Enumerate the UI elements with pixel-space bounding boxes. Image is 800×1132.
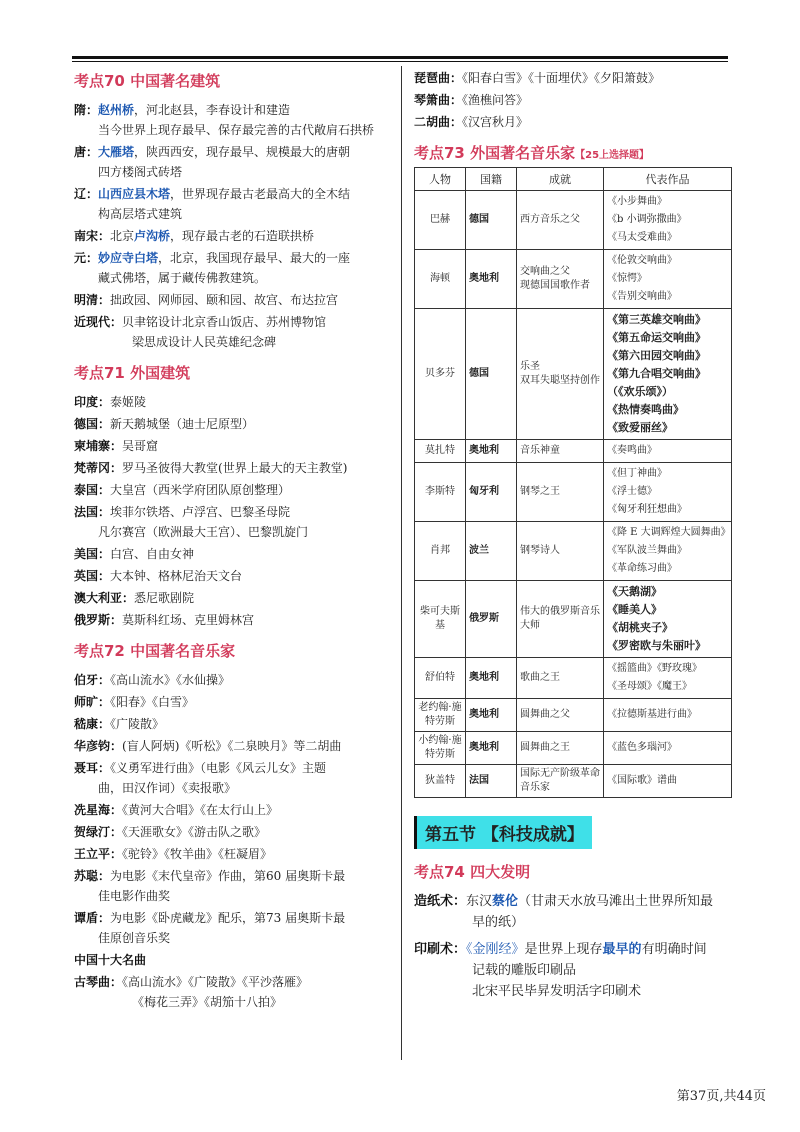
table-row bbox=[415, 658, 732, 699]
list-item: 琴箫曲：《渔樵问答》 bbox=[414, 93, 529, 107]
cell-country: 法国 bbox=[466, 765, 517, 798]
table-row bbox=[415, 250, 732, 309]
cell-achievement: 圆舞曲之王 bbox=[517, 732, 604, 765]
work-title: 《马太受难曲》 bbox=[607, 232, 677, 243]
cell-achievement: 钢琴诗人 bbox=[517, 522, 604, 581]
work-title: 《致爱丽丝》 bbox=[607, 421, 673, 434]
cell-name: 柴可夫斯基 bbox=[415, 581, 466, 658]
cell-name: 巴赫 bbox=[415, 191, 466, 250]
section-71-list bbox=[74, 392, 392, 630]
work-title: 《革命练习曲》 bbox=[607, 563, 677, 574]
cell-achievement: 歌曲之王 bbox=[517, 658, 604, 699]
cell-country: 波兰 bbox=[466, 522, 517, 581]
list-item: 造纸术：东汉蔡伦（甘肃天水放马滩出土世界所知最 早的纸） bbox=[414, 894, 714, 930]
table-row bbox=[415, 463, 732, 522]
list-item: 明清：拙政园、网师园、颐和园、故宫、布达拉宫 bbox=[74, 293, 339, 307]
list-item: 贺绿汀：《天涯歌女》《游击队之歌》 bbox=[74, 825, 267, 839]
table-row bbox=[415, 440, 732, 463]
section-70-list bbox=[74, 100, 392, 352]
table-row bbox=[415, 765, 732, 798]
work-title: 《胡桃夹子》 bbox=[607, 621, 673, 634]
cell-works bbox=[604, 522, 732, 581]
section-72-list bbox=[74, 670, 392, 1012]
col-header: 人物 bbox=[415, 168, 466, 191]
work-title: 《第五命运交响曲》 bbox=[607, 331, 706, 344]
section-70-title: 考点70 中国著名建筑 bbox=[74, 72, 221, 90]
cell-name: 莫扎特 bbox=[415, 440, 466, 463]
header-rule-thin bbox=[72, 61, 728, 62]
work-title: 《小步舞曲》 bbox=[607, 196, 667, 207]
cell-name: 海顿 bbox=[415, 250, 466, 309]
work-title: 《奏鸣曲》 bbox=[607, 445, 657, 456]
cell-works bbox=[604, 658, 732, 699]
list-item: 德国：新天鹅城堡（迪士尼原型） bbox=[74, 417, 255, 431]
cell-country: 奥地利 bbox=[466, 732, 517, 765]
cell-name: 舒伯特 bbox=[415, 658, 466, 699]
work-title: 《第六田园交响曲》 bbox=[607, 349, 706, 362]
work-title: 《浮士德》 bbox=[607, 486, 657, 497]
cell-works bbox=[604, 765, 732, 798]
list-item: 苏聪：为电影《末代皇帝》作曲，第60 届奥斯卡最 佳电影作曲奖 bbox=[74, 869, 346, 903]
list-item: 冼星海：《黄河大合唱》《在太行山上》 bbox=[74, 803, 279, 817]
work-title: 《匈牙利狂想曲》 bbox=[607, 504, 687, 515]
list-item: 聂耳：《义勇军进行曲》（电影《风云儿女》主题 曲，田汉作词）《卖报歌》 bbox=[74, 761, 327, 795]
section-71-title: 考点71 外国建筑 bbox=[74, 364, 191, 382]
section-5-banner: 第五节 【科技成就】 bbox=[414, 816, 592, 849]
list-item: 美国：白宫、自由女神 bbox=[74, 547, 195, 561]
work-title: 《国际歌》谱曲 bbox=[607, 775, 677, 786]
cell-works bbox=[604, 699, 732, 732]
list-item: 法国：埃菲尔铁塔、卢浮宫、巴黎圣母院 凡尔赛宫（欧洲最大王宫）、巴黎凯旋门 bbox=[74, 505, 309, 539]
list-item: 泰国：大皇宫（西米学府团队原创整理） bbox=[74, 483, 291, 497]
cell-name: 肖邦 bbox=[415, 522, 466, 581]
cell-country: 德国 bbox=[466, 191, 517, 250]
right-column bbox=[414, 68, 732, 1004]
table-row bbox=[415, 732, 732, 765]
list-item: 印度：泰姬陵 bbox=[74, 395, 147, 409]
cell-achievement: 圆舞曲之父 bbox=[517, 699, 604, 732]
work-title: 《热情奏鸣曲》 bbox=[607, 403, 684, 416]
section-73-title: 考点73 外国著名音乐家【25上选择题】 bbox=[414, 144, 650, 162]
work-title: 《告别交响曲》 bbox=[607, 291, 677, 302]
list-item: 隋：赵州桥，河北赵县，李春设计和建造 当今世界上现存最早、保存最完善的古代敞肩石拱桥 bbox=[74, 103, 375, 137]
table-row bbox=[415, 699, 732, 732]
table-row bbox=[415, 309, 732, 440]
cell-works bbox=[604, 732, 732, 765]
list-item: 澳大利亚：悉尼歌剧院 bbox=[74, 591, 195, 605]
list-item: 师旷：《阳春》《白雪》 bbox=[74, 695, 195, 709]
cell-name: 老约翰·施特劳斯 bbox=[415, 699, 466, 732]
list-item: 琵琶曲：《阳春白雪》《十面埋伏》《夕阳箫鼓》 bbox=[414, 71, 661, 85]
cell-country: 奥地利 bbox=[466, 699, 517, 732]
work-title: 《但丁神曲》 bbox=[607, 468, 667, 479]
table-header-row bbox=[415, 168, 732, 191]
work-title: 《摇篮曲》《野玫瑰》 bbox=[607, 663, 702, 674]
list-item: 嵇康：《广陵散》 bbox=[74, 717, 165, 731]
cell-country: 奥地利 bbox=[466, 440, 517, 463]
table-body bbox=[415, 191, 732, 798]
list-item: 辽：山西应县木塔，世界现存最古老最高大的全木结 构高层塔式建筑 bbox=[74, 187, 351, 221]
cell-country: 俄罗斯 bbox=[466, 581, 517, 658]
list-item: 俄罗斯：莫斯科红场、克里姆林宫 bbox=[74, 613, 255, 627]
column-divider bbox=[401, 66, 402, 1060]
list-item: 伯牙：《高山流水》《水仙操》 bbox=[74, 673, 231, 687]
table-row bbox=[415, 522, 732, 581]
cell-name: 狄盖特 bbox=[415, 765, 466, 798]
list-item: 近现代：贝聿铭设计北京香山饭店、苏州博物馆 梁思成设计人民英雄纪念碑 bbox=[74, 315, 327, 349]
table-row bbox=[415, 191, 732, 250]
cell-achievement: 乐圣 双耳失聪坚持创作 bbox=[517, 309, 604, 440]
work-title: （《欢乐颂》） bbox=[607, 385, 673, 398]
cell-country: 奥地利 bbox=[466, 658, 517, 699]
list-item: 古琴曲：《高山流水》《广陵散》《平沙落雁》 《梅花三弄》《胡笳十八拍》 bbox=[74, 975, 309, 1009]
table-row bbox=[415, 581, 732, 658]
list-item: 中国十大名曲 bbox=[74, 953, 147, 967]
cell-works bbox=[604, 581, 732, 658]
work-title: 《伦敦交响曲》 bbox=[607, 255, 677, 266]
list-item: 印刷术：《金刚经》是世界上现存最早的有明确时间 记载的雕版印刷品 北宋平民毕昇发明活字印刷术 bbox=[414, 942, 707, 999]
list-item: 元：妙应寺白塔，北京，我国现存最早、最大的一座 藏式佛塔，属于藏传佛教建筑。 bbox=[74, 251, 351, 285]
cell-achievement: 国际无产阶级革命音乐家 bbox=[517, 765, 604, 798]
work-title: 《第九合唱交响曲》 bbox=[607, 367, 706, 380]
cell-achievement: 交响曲之父 现德国国歌作者 bbox=[517, 250, 604, 309]
list-item: 唐：大雁塔，陕西西安，现存最早、规模最大的唐朝 四方楼阁式砖塔 bbox=[74, 145, 351, 179]
work-title: 《圣母颂》《魔王》 bbox=[607, 681, 692, 692]
list-item: 英国：大本钟、格林尼治天文台 bbox=[74, 569, 243, 583]
cell-works bbox=[604, 250, 732, 309]
work-title: 《天鹅湖》 bbox=[607, 585, 662, 598]
cell-country: 奥地利 bbox=[466, 250, 517, 309]
cell-country: 德国 bbox=[466, 309, 517, 440]
col-header: 代表作品 bbox=[604, 168, 732, 191]
list-item: 王立平：《驼铃》《牧羊曲》《枉凝眉》 bbox=[74, 847, 273, 861]
musicians-table bbox=[414, 167, 732, 798]
cell-works bbox=[604, 440, 732, 463]
header-rule-thick bbox=[72, 56, 728, 59]
cell-achievement: 音乐神童 bbox=[517, 440, 604, 463]
work-title: 《罗密欧与朱丽叶》 bbox=[607, 639, 706, 652]
section-72-title: 考点72 中国著名音乐家 bbox=[74, 642, 236, 660]
cell-achievement: 伟大的俄罗斯音乐大师 bbox=[517, 581, 604, 658]
cell-works bbox=[604, 463, 732, 522]
work-title: 《蓝色多瑙河》 bbox=[607, 742, 677, 753]
exam-tag: 【25上选择题】 bbox=[575, 150, 650, 161]
cell-achievement: 西方音乐之父 bbox=[517, 191, 604, 250]
work-title: 《第三英雄交响曲》 bbox=[607, 313, 706, 326]
work-title: 《拉德斯基进行曲》 bbox=[607, 709, 697, 720]
list-item: 二胡曲：《汉宫秋月》 bbox=[414, 115, 529, 129]
page-number: 第37页,共44页 bbox=[676, 1089, 766, 1104]
cell-works bbox=[604, 309, 732, 440]
left-column bbox=[74, 70, 392, 1014]
list-item: 南宋：北京卢沟桥，现存最古老的石造联拱桥 bbox=[74, 229, 315, 243]
work-title: 《降 E 大调辉煌大圆舞曲》《军队波兰舞曲》 bbox=[607, 527, 726, 556]
work-title: 《睡美人》 bbox=[607, 603, 662, 616]
cell-achievement: 钢琴之王 bbox=[517, 463, 604, 522]
cell-name: 小约翰·施特劳斯 bbox=[415, 732, 466, 765]
cell-name: 李斯特 bbox=[415, 463, 466, 522]
list-item: 梵蒂冈：罗马圣彼得大教堂(世界上最大的天主教堂) bbox=[74, 461, 348, 475]
col-header: 成就 bbox=[517, 168, 604, 191]
work-title: 《b 小调弥撒曲》 bbox=[607, 214, 687, 225]
section-74-title: 考点74 四大发明 bbox=[414, 863, 531, 881]
list-item: 华彦钧：(盲人阿炳)《听松》《二泉映月》等二胡曲 bbox=[74, 739, 342, 753]
cell-name: 贝多芬 bbox=[415, 309, 466, 440]
list-item: 谭盾：为电影《卧虎藏龙》配乐，第73 届奥斯卡最 佳原创音乐奖 bbox=[74, 911, 346, 945]
work-title: 《惊愕》 bbox=[607, 273, 647, 284]
col-header: 国籍 bbox=[466, 168, 517, 191]
list-item: 柬埔寨：吴哥窟 bbox=[74, 439, 159, 453]
cell-works bbox=[604, 191, 732, 250]
cell-country: 匈牙利 bbox=[466, 463, 517, 522]
